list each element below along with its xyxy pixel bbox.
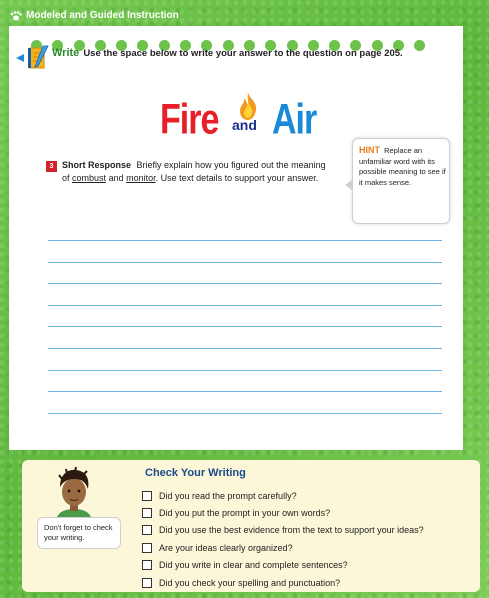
checklist-item-label: Did you check your spelling and punctuation? — [159, 577, 341, 588]
checkbox[interactable] — [142, 578, 152, 588]
question-prompt — [62, 159, 332, 185]
checklist-title: Check Your Writing — [145, 467, 246, 479]
write-word: Write — [52, 47, 80, 59]
checkbox[interactable] — [142, 560, 152, 570]
checklist-item-label: Did you read the prompt carefully? — [159, 490, 297, 501]
answer-area[interactable] — [48, 240, 442, 434]
title-air: Air — [272, 96, 317, 144]
question-text-after: . Use text details to support your answer. — [155, 173, 319, 183]
answer-line[interactable] — [48, 305, 442, 306]
vocab-word-monitor: monitor — [126, 173, 156, 183]
answer-line[interactable] — [48, 370, 442, 371]
title-fire: Fire — [160, 96, 219, 144]
checkbox[interactable] — [142, 525, 152, 535]
checklist-item-label: Did you put the prompt in your own words? — [159, 508, 331, 519]
paw-icon — [10, 11, 22, 21]
write-instruction — [52, 47, 432, 60]
checklist-item-label: Did you write in clear and complete sentences? — [159, 560, 348, 571]
answer-line[interactable] — [48, 283, 442, 284]
checklist-item-label: Are your ideas clearly organized? — [159, 542, 293, 553]
question-label: Short Response — [62, 160, 132, 170]
hint-tail — [345, 179, 353, 191]
vocab-word-combust: combust — [72, 173, 107, 183]
section-header — [10, 10, 179, 21]
checklist-item — [142, 504, 424, 521]
pencil-notebook-icon — [14, 44, 54, 74]
hint-content — [359, 145, 447, 188]
title-and: and — [232, 117, 257, 133]
checklist-item — [142, 539, 424, 556]
checkbox[interactable] — [142, 508, 152, 518]
answer-line[interactable] — [48, 348, 442, 349]
answer-line[interactable] — [48, 391, 442, 392]
question-number: 3 — [46, 161, 57, 172]
answer-line[interactable] — [48, 413, 442, 414]
checklist-item — [142, 522, 424, 539]
answer-line[interactable] — [48, 262, 442, 263]
checklist-item — [142, 557, 424, 574]
section-label: Modeled and Guided Instruction — [26, 10, 179, 21]
write-instruction-text: Use the space below to write your answer to the question on page 205. — [83, 48, 403, 59]
checkbox[interactable] — [142, 491, 152, 501]
question-text-before: Briefly explain how you figured out the meaning of — [62, 160, 326, 183]
question-and: and — [108, 173, 124, 183]
hint-text: Replace an unfamiliar word with its possible meaning to see if it makes sense. — [359, 146, 446, 187]
answer-line[interactable] — [48, 240, 442, 241]
answer-line[interactable] — [48, 326, 442, 327]
passage-title — [160, 92, 340, 144]
checkbox[interactable] — [142, 543, 152, 553]
checklist-item-label: Did you use the best evidence from the text to support your ideas? — [159, 525, 424, 536]
speech-bubble: Don't forget to check your writing. — [37, 517, 121, 549]
hint-label: HINT — [359, 145, 380, 155]
checklist-item — [142, 487, 424, 504]
checklist — [142, 487, 424, 591]
checklist-item — [142, 574, 424, 591]
hint-box — [352, 138, 450, 224]
